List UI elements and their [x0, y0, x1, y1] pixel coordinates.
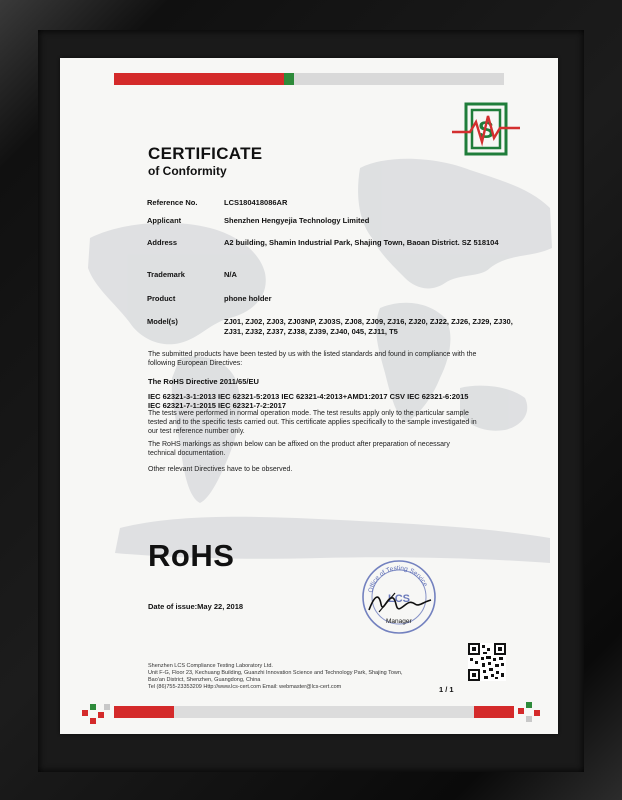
product-value: phone holder [224, 294, 272, 303]
address-label: Address [147, 238, 178, 247]
intro-text: The submitted products have been tested by us with the listed standards and found in compliance with the following European Directives: [148, 351, 477, 367]
lab-name: Shenzhen LCS Compliance Testing Laboratory Ltd. [148, 663, 273, 669]
certificate-title: CERTIFICATE [148, 144, 263, 163]
lcs-logo-icon [452, 102, 520, 156]
applicant-label: Applicant [147, 216, 182, 225]
models-label: Model(s) [147, 317, 178, 326]
qr-code-icon [468, 643, 506, 681]
tests-note: The tests were performed in normal operation mode. The test results apply only to the particular sample tested and to the specific tests carried out. This certificate applies specifically to the sample investigated in our test reference number only. [148, 410, 477, 435]
lab-contact-line: Tel (86)755-23353209 Http://www.lcs-cert.com Email: webmaster@lcs-cert.com [148, 684, 342, 690]
seal-logo-text: LCS [388, 593, 410, 605]
bottom-color-bar [114, 706, 514, 718]
certificate-paper [60, 58, 558, 734]
reference-label: Reference No. [147, 198, 198, 207]
trademark-label: Trademark [147, 270, 185, 279]
seal-text: Office of Testing Service [367, 564, 429, 594]
markings-note: The RoHS markings as shown below can be affixed on the product after preparation of necessary technical documentation. [148, 441, 450, 457]
reference-value: LCS180418086AR [224, 198, 288, 207]
address-value: A2 building, Shamin Industrial Park, Shajing Town, Baoan District. SZ 518104 [224, 238, 499, 247]
models-value: ZJ01, ZJ02, ZJ03, ZJ03NP, ZJ03S, ZJ08, ZJ09, ZJ16, ZJ20, ZJ22, ZJ26, ZJ29, ZJ30, ZJ31, ZJ32, ZJ37, ZJ38, ZJ39, ZJ40, 045, ZJ11, T5 [224, 317, 513, 336]
date-of-issue: Date of issue:May 22, 2018 [148, 602, 244, 611]
product-label: Product [147, 294, 176, 303]
other-directives-note: Other relevant Directives have to be observed. [148, 466, 293, 473]
svg-text:S: S [477, 117, 495, 144]
signature-icon [365, 590, 435, 618]
applicant-value: Shenzhen Hengyejia Technology Limited [224, 216, 370, 225]
page-number: 1 / 1 [439, 685, 454, 694]
rohs-mark: RoHS [148, 538, 235, 573]
trademark-value: N/A [224, 270, 237, 279]
lab-address-line-1: Unit F-G, Floor 23, Kechuang Building, Guanzhi Innovation Science and Technology Park, Shajing Town, [148, 670, 403, 676]
lab-address-line-2: Bao'an District, Shenzhen, Guangdong, China [148, 677, 261, 683]
directive-text: The RoHS Directive 2011/65/EU [148, 377, 259, 386]
certificate-subtitle: of Conformity [148, 164, 227, 178]
top-color-bar [114, 73, 504, 85]
manager-label: Manager [386, 618, 412, 625]
standards-text: IEC 62321-3-1:2013 IEC 62321-5:2013 IEC 62321-4:2013+AMD1:2017 CSV IEC 62321-6:2015 IEC 62321-7-1:2015 IEC 62321-7-2:2017 [148, 392, 469, 410]
